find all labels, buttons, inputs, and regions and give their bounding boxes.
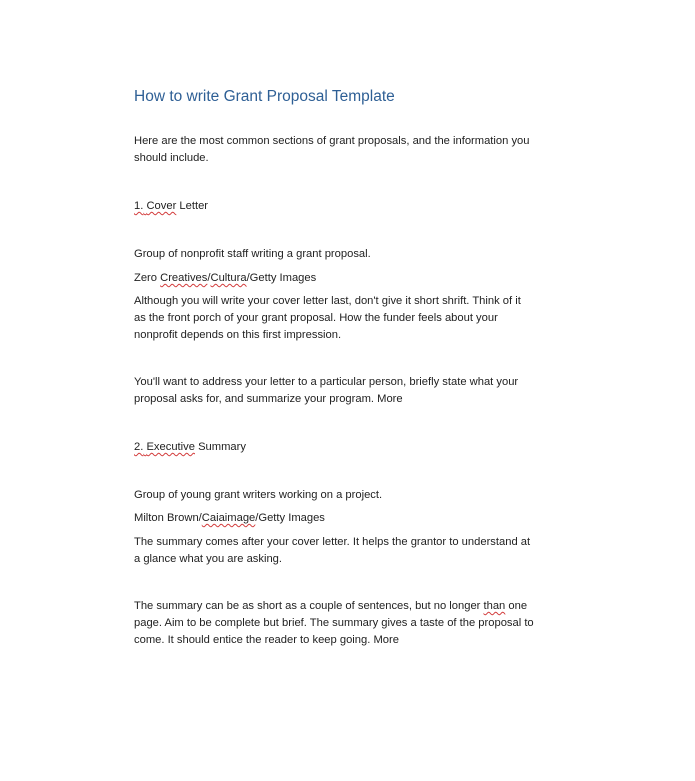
- heading-number: 1.: [134, 200, 144, 212]
- heading-rest: Summary: [198, 441, 246, 453]
- heading-rest: Letter: [179, 200, 209, 212]
- heading-keyword: Cover: [146, 200, 177, 212]
- section-heading-executive-summary: [134, 439, 562, 456]
- intro-line: should include.: [134, 152, 209, 164]
- credit-caiaimage: Caiaimage: [201, 512, 256, 524]
- grammar-flag-than: than: [483, 600, 506, 612]
- image-caption: Group of young grant writers working on a project.: [134, 489, 383, 501]
- credit-cultura: Cultura: [210, 272, 247, 284]
- heading-number: 2.: [134, 441, 144, 453]
- page-title: How to write Grant Proposal Template: [134, 88, 395, 105]
- heading-keyword: Executive: [146, 441, 195, 453]
- intro-line: Here are the most common sections of grant proposals, and the information you: [134, 135, 530, 147]
- image-credit: Zero Creatives/Cultura/Getty Images: [134, 272, 317, 284]
- cover-letter-paragraph-2: You'll want to address your letter to a particular person, briefly state what your proposal asks for, and summarize your program. More: [134, 376, 519, 405]
- intro-paragraph: [134, 133, 562, 167]
- credit-creatives: Creatives: [160, 272, 208, 284]
- image-caption: Group of nonprofit staff writing a grant proposal.: [134, 248, 371, 260]
- executive-summary-paragraph-1: The summary comes after your cover letter. It helps the grantor to understand at a glance what you are asking.: [134, 536, 531, 565]
- cover-letter-paragraph-1: Although you will write your cover letter last, don't give it short shrift. Think of it as the front porch of your grant proposal. How the funder feels about your nonprofit depends on this first impression.: [134, 295, 521, 341]
- image-credit: Milton Brown/Caiaimage/Getty Images: [134, 512, 325, 524]
- executive-summary-paragraph-2: The summary can be as short as a couple of sentences, but no longer than one page. Aim to be complete but brief. The summary gives a taste of the proposal to come. It should entice the reader to keep going. More: [134, 600, 534, 646]
- section-heading-cover-letter: [134, 198, 562, 215]
